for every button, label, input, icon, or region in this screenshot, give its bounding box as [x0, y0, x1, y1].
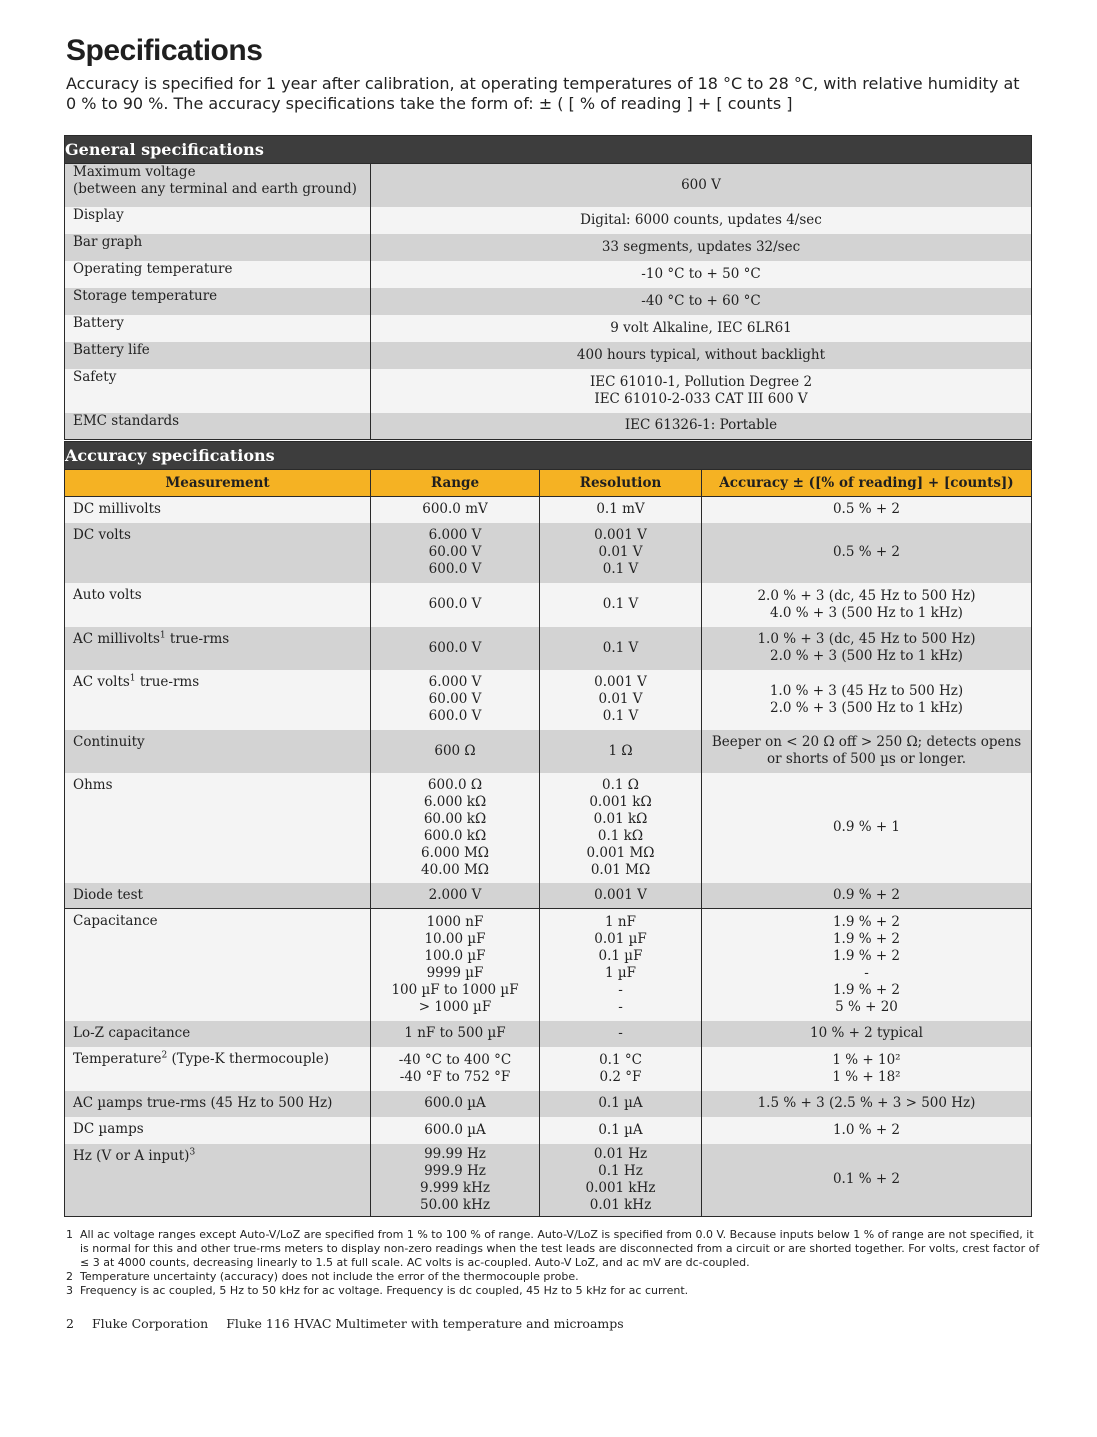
accuracy-cell	[702, 883, 1032, 909]
measurement-name: AC µamps true-rms (45 Hz to 500 Hz)	[73, 1094, 333, 1111]
measurement-name: Diode test	[73, 886, 143, 903]
measurement-name: DC millivolts	[73, 501, 161, 517]
measurement-cell	[65, 883, 371, 909]
general-spec-label-line: Storage temperature	[73, 287, 218, 304]
range-value: 6.000 kΩ	[423, 793, 487, 810]
resolution-value: -	[618, 1025, 623, 1041]
footer-company: Fluke Corporation	[91, 1316, 209, 1331]
footnotes	[66, 1228, 1041, 1298]
footnote-text: All ac voltage ranges except Auto-V/LoZ are specified from 1 % to 100 % of range. Auto-V/LoZ is specified from 0.0 V. Because inputs below 1 % of range are not specified, it is normal for this and other true-rms meters to display non-zero readings when the test leads are disconnected from a circuit or are shorted together. For volts, crest factor of ≤ 3 at 4000 counts, decreasing linearly to 1.5 at full scale. AC volts is ac-coupled. Auto-V LoZ, and ac mV are dc-coupled.	[80, 1228, 1040, 1269]
general-spec-label	[65, 369, 371, 413]
general-spec-label	[65, 261, 371, 288]
range-value: 600.0 µA	[424, 1121, 486, 1138]
range-value: 600.0 V	[428, 561, 482, 577]
general-spec-value-line: IEC 61010-1, Pollution Degree 2	[589, 373, 813, 390]
accuracy-cell	[702, 773, 1032, 883]
accuracy-spec-row	[65, 883, 1032, 909]
page-footer	[66, 1316, 638, 1331]
accuracy-spec-row	[65, 523, 1032, 583]
range-value: 40.00 MΩ	[421, 861, 489, 878]
accuracy-cell	[702, 523, 1032, 583]
resolution-value: 0.1 mV	[596, 501, 645, 518]
accuracy-spec-row	[65, 1117, 1032, 1144]
accuracy-value: 10 % + 2 typical	[809, 1025, 923, 1041]
range-value: 6.000 MΩ	[421, 844, 489, 861]
resolution-cell	[540, 583, 702, 627]
measurement-cell	[65, 1144, 371, 1217]
range-cell	[371, 1047, 540, 1091]
general-spec-row	[65, 261, 1032, 288]
accuracy-value: 0.5 % + 2	[832, 501, 901, 518]
resolution-value: 0.1 °C	[599, 1051, 642, 1068]
range-value: 100 µF to 1000 µF	[391, 981, 519, 998]
accuracy-value: 0.9 % + 2	[832, 886, 901, 903]
general-spec-label	[65, 315, 371, 342]
accuracy-cell	[702, 1021, 1032, 1047]
resolution-value: 0.001 V	[594, 886, 647, 903]
page-title: Specifications	[66, 34, 263, 67]
general-spec-value-line: 400 hours typical, without backlight	[576, 346, 826, 363]
resolution-cell	[540, 1091, 702, 1117]
range-value: 600.0 V	[428, 708, 482, 724]
resolution-value: 0.01 kΩ	[593, 810, 648, 827]
accuracy-value: Beeper on < 20 Ω off > 250 Ω; detects opens	[711, 734, 1022, 750]
footnote	[66, 1270, 1041, 1284]
general-spec-row	[65, 164, 1032, 207]
general-spec-row	[65, 369, 1032, 413]
footer-document-title: Fluke 116 HVAC Multimeter with temperature and microamps	[226, 1316, 624, 1331]
general-spec-value	[371, 234, 1032, 261]
accuracy-specifications-table	[64, 441, 1032, 1217]
resolution-value: 0.001 kHz	[585, 1179, 656, 1196]
footnote-number: 1	[66, 1228, 73, 1241]
accuracy-value: 1.0 % + 3 (45 Hz to 500 Hz)	[769, 682, 964, 699]
accuracy-value: 1 % + 10²	[832, 1051, 901, 1068]
general-spec-value-line: Digital: 6000 counts, updates 4/sec	[580, 211, 822, 228]
measurement-name: AC millivolts	[73, 630, 160, 647]
resolution-cell	[540, 670, 702, 730]
resolution-value: 0.1 V	[602, 639, 639, 656]
general-spec-label-line: Maximum voltage	[73, 164, 196, 180]
accuracy-value: 1.0 % + 3 (dc, 45 Hz to 500 Hz)	[757, 631, 976, 647]
column-header-resolution: Resolution	[540, 470, 702, 497]
resolution-cell	[540, 883, 702, 909]
resolution-cell	[540, 773, 702, 883]
accuracy-spec-row	[65, 583, 1032, 627]
resolution-value: 0.1 V	[602, 708, 639, 724]
resolution-value: -	[618, 998, 623, 1015]
measurement-cell	[65, 773, 371, 883]
general-spec-label	[65, 413, 371, 440]
general-spec-label-line: Display	[73, 206, 124, 223]
accuracy-value: 1 % + 18²	[832, 1068, 901, 1085]
measurement-name: DC µamps	[73, 1120, 144, 1137]
range-value: 10.00 µF	[424, 930, 486, 947]
accuracy-cell	[702, 627, 1032, 670]
range-value: -40 °C to 400 °C	[398, 1051, 512, 1068]
accuracy-spec-row	[65, 1144, 1032, 1217]
accuracy-cell	[702, 1091, 1032, 1117]
general-spec-label	[65, 207, 371, 234]
resolution-value: 0.1 V	[602, 561, 639, 577]
accuracy-cell	[702, 1144, 1032, 1217]
footnote-marker: 3	[189, 1147, 196, 1157]
page-number: 2	[66, 1316, 74, 1331]
accuracy-cell	[702, 583, 1032, 627]
range-value: 999.9 Hz	[424, 1162, 486, 1179]
resolution-cell	[540, 730, 702, 773]
accuracy-cell	[702, 909, 1032, 1021]
accuracy-cell	[702, 730, 1032, 773]
measurement-name: Lo-Z capacitance	[73, 1024, 191, 1041]
general-spec-row	[65, 342, 1032, 369]
range-value: 9.999 kHz	[419, 1179, 490, 1196]
footnote-text: Frequency is ac coupled, 5 Hz to 50 kHz for ac voltage. Frequency is dc coupled, 45 Hz to 5 kHz for ac current.	[80, 1284, 689, 1297]
accuracy-spec-row	[65, 730, 1032, 773]
resolution-cell	[540, 909, 702, 1021]
range-value: > 1000 µF	[418, 998, 492, 1015]
accuracy-value: 1.9 % + 2	[832, 981, 901, 998]
general-spec-label	[65, 164, 371, 207]
general-spec-row	[65, 315, 1032, 342]
general-spec-row	[65, 288, 1032, 315]
accuracy-value: 0.5 % + 2	[832, 544, 901, 560]
accuracy-value: 1.0 % + 2	[832, 1121, 901, 1138]
resolution-value: 0.01 V	[598, 544, 643, 560]
range-cell	[371, 773, 540, 883]
resolution-value: 0.2 °F	[599, 1068, 642, 1085]
range-cell	[371, 883, 540, 909]
range-value: 6.000 V	[428, 527, 482, 543]
column-header-measurement: Measurement	[65, 470, 371, 497]
footnote-marker: 1	[129, 673, 136, 683]
resolution-cell	[540, 1117, 702, 1144]
accuracy-spec-row	[65, 497, 1032, 523]
resolution-value: 1 µF	[604, 964, 637, 981]
general-spec-label	[65, 342, 371, 369]
resolution-value: 0.01 kHz	[589, 1196, 652, 1213]
resolution-cell	[540, 1021, 702, 1047]
range-value: 6.000 V	[428, 674, 482, 690]
accuracy-specifications-header: Accuracy specifications	[65, 442, 1032, 470]
accuracy-cell	[702, 1047, 1032, 1091]
footnote	[66, 1284, 1041, 1298]
accuracy-spec-row	[65, 627, 1032, 670]
footnote-marker: 1	[159, 630, 166, 640]
measurement-name: Auto volts	[73, 586, 142, 603]
accuracy-spec-row	[65, 909, 1032, 1021]
range-value: 100.0 µF	[424, 947, 486, 964]
range-value: 600.0 mV	[422, 501, 488, 518]
measurement-cell	[65, 909, 371, 1021]
range-value: 600.0 V	[428, 639, 482, 656]
measurement-name: Hz (V or A input)	[73, 1147, 190, 1164]
measurement-cell	[65, 523, 371, 583]
column-header-accuracy: Accuracy ± ([% of reading] + [counts])	[702, 470, 1032, 497]
range-cell	[371, 1144, 540, 1217]
range-cell	[371, 523, 540, 583]
resolution-value: 0.01 V	[598, 691, 643, 707]
column-header-range: Range	[371, 470, 540, 497]
measurement-cell	[65, 1021, 371, 1047]
resolution-value: 0.001 kΩ	[589, 793, 652, 810]
measurement-qualifier: (Type-K thermocouple)	[167, 1050, 330, 1067]
accuracy-value: 4.0 % + 3 (500 Hz to 1 kHz)	[770, 604, 963, 621]
accuracy-value: 1.5 % + 3 (2.5 % + 3 > 500 Hz)	[757, 1095, 976, 1111]
general-spec-value-line: 33 segments, updates 32/sec	[601, 238, 801, 255]
resolution-value: -	[618, 981, 623, 998]
measurement-name: AC volts	[73, 673, 130, 690]
general-spec-value	[371, 342, 1032, 369]
general-spec-value-line: IEC 61326-1: Portable	[624, 417, 778, 434]
general-spec-value-line: -40 °C to + 60 °C	[641, 292, 761, 309]
resolution-value: 0.1 µF	[598, 947, 643, 964]
general-spec-value	[371, 369, 1032, 413]
accuracy-value: 5 % + 20	[835, 998, 898, 1015]
footnote	[66, 1228, 1041, 1270]
accuracy-value: 1.9 % + 2	[832, 930, 901, 947]
general-spec-label	[65, 288, 371, 315]
resolution-value: 0.1 Hz	[598, 1162, 643, 1179]
range-value: 50.00 kHz	[419, 1196, 490, 1213]
accuracy-cell	[702, 497, 1032, 523]
resolution-cell	[540, 497, 702, 523]
measurement-name: Ohms	[73, 776, 113, 793]
range-cell	[371, 497, 540, 523]
accuracy-value: 2.0 % + 3 (dc, 45 Hz to 500 Hz)	[757, 587, 976, 604]
footnote-marker: 2	[161, 1050, 168, 1060]
general-spec-value	[371, 413, 1032, 440]
resolution-value: 0.001 V	[594, 674, 647, 690]
accuracy-cell	[702, 1117, 1032, 1144]
range-value: 1 nF to 500 µF	[404, 1025, 506, 1041]
resolution-value: 0.01 µF	[594, 930, 647, 947]
measurement-cell	[65, 627, 371, 670]
resolution-value: 0.1 µA	[598, 1095, 643, 1111]
resolution-value: 1 Ω	[608, 742, 633, 759]
range-value: 9999 µF	[426, 964, 484, 981]
footnote-text: Temperature uncertainty (accuracy) does not include the error of the thermocouple probe.	[80, 1270, 579, 1283]
range-cell	[371, 1091, 540, 1117]
range-value: 60.00 V	[428, 691, 482, 707]
general-spec-value-line: 600 V	[681, 176, 721, 193]
accuracy-value: 0.9 % + 1	[832, 819, 901, 835]
footnote-number: 2	[66, 1270, 73, 1283]
general-spec-row	[65, 207, 1032, 234]
resolution-value: 0.1 Ω	[602, 776, 639, 793]
general-specifications-header: General specifications	[65, 136, 1032, 164]
general-spec-label-line: Battery life	[73, 341, 150, 358]
measurement-cell	[65, 670, 371, 730]
intro-paragraph: Accuracy is specified for 1 year after calibration, at operating temperatures of 18 °C to 28 °C, with relative humidity at 0 % to 90 %. The accuracy specifications take the form of: ± ( [ % of reading ] + [ counts ]	[66, 74, 1020, 113]
general-spec-value-line: -10 °C to + 50 °C	[641, 265, 761, 282]
range-value: 600.0 µA	[424, 1095, 486, 1111]
general-spec-label-line: Safety	[73, 368, 117, 385]
accuracy-value: 2.0 % + 3 (500 Hz to 1 kHz)	[770, 699, 963, 716]
resolution-value: 0.001 MΩ	[586, 844, 655, 861]
measurement-cell	[65, 1117, 371, 1144]
accuracy-spec-row	[65, 773, 1032, 883]
general-spec-label-line: Battery	[73, 314, 124, 331]
accuracy-cell	[702, 670, 1032, 730]
measurement-cell	[65, 583, 371, 627]
accuracy-value: 1.9 % + 2	[832, 947, 901, 964]
general-specifications-table	[64, 135, 1032, 440]
range-value: -40 °F to 752 °F	[399, 1068, 511, 1085]
range-cell	[371, 670, 540, 730]
range-cell	[371, 1117, 540, 1144]
range-value: 600.0 Ω	[427, 776, 483, 793]
resolution-value: 0.01 MΩ	[590, 861, 651, 878]
range-value: 600.0 kΩ	[423, 827, 487, 844]
accuracy-value: 2.0 % + 3 (500 Hz to 1 kHz)	[770, 648, 963, 664]
general-spec-value	[371, 207, 1032, 234]
resolution-cell	[540, 523, 702, 583]
resolution-value: 0.001 V	[594, 527, 647, 543]
measurement-cell	[65, 1047, 371, 1091]
range-value: 60.00 kΩ	[423, 810, 487, 827]
general-spec-label-line: EMC standards	[73, 412, 180, 429]
measurement-name: Temperature	[73, 1050, 162, 1067]
footnote-number: 3	[66, 1284, 73, 1297]
resolution-value: 1 nF	[605, 913, 636, 930]
accuracy-value: or shorts of 500 µs or longer.	[766, 751, 967, 767]
accuracy-spec-row	[65, 1091, 1032, 1117]
range-value: 600 Ω	[434, 742, 476, 759]
range-cell	[371, 627, 540, 670]
measurement-cell	[65, 1091, 371, 1117]
measurement-name: Capacitance	[73, 913, 158, 929]
range-value: 99.99 Hz	[424, 1145, 486, 1162]
accuracy-value: 1.9 % + 2	[832, 913, 901, 930]
accuracy-value: 0.1 % + 2	[832, 1171, 901, 1188]
resolution-cell	[540, 627, 702, 670]
resolution-value: 0.1 µA	[598, 1121, 643, 1138]
general-spec-label-line: Bar graph	[73, 233, 143, 250]
accuracy-value: -	[864, 964, 869, 981]
general-spec-label-line: Operating temperature	[73, 260, 233, 277]
range-value: 2.000 V	[428, 886, 482, 903]
general-spec-row	[65, 413, 1032, 440]
general-spec-value-line: IEC 61010-2-033 CAT III 600 V	[594, 390, 808, 407]
range-value: 600.0 V	[428, 596, 482, 612]
general-spec-value	[371, 315, 1032, 342]
range-cell	[371, 583, 540, 627]
general-spec-value	[371, 288, 1032, 315]
measurement-name: Continuity	[73, 733, 145, 750]
resolution-value: 0.1 kΩ	[597, 827, 644, 844]
general-spec-label	[65, 234, 371, 261]
measurement-name: DC volts	[73, 526, 131, 543]
general-spec-row	[65, 234, 1032, 261]
range-cell	[371, 730, 540, 773]
range-value: 60.00 V	[428, 544, 482, 560]
measurement-cell	[65, 730, 371, 773]
measurement-qualifier: true-rms	[165, 630, 230, 647]
resolution-value: 0.1 V	[602, 596, 639, 612]
measurement-qualifier: true-rms	[135, 673, 200, 690]
general-spec-value-line: 9 volt Alkaline, IEC 6LR61	[610, 319, 792, 336]
range-cell	[371, 909, 540, 1021]
accuracy-spec-row	[65, 1021, 1032, 1047]
range-cell	[371, 1021, 540, 1047]
range-value: 1000 nF	[426, 913, 484, 930]
resolution-cell	[540, 1047, 702, 1091]
resolution-cell	[540, 1144, 702, 1217]
accuracy-spec-row	[65, 670, 1032, 730]
general-spec-value	[371, 164, 1032, 207]
measurement-cell	[65, 497, 371, 523]
accuracy-spec-row	[65, 1047, 1032, 1091]
general-spec-value	[371, 261, 1032, 288]
general-spec-label-line: (between any terminal and earth ground)	[73, 181, 357, 197]
resolution-value: 0.01 Hz	[593, 1145, 648, 1162]
